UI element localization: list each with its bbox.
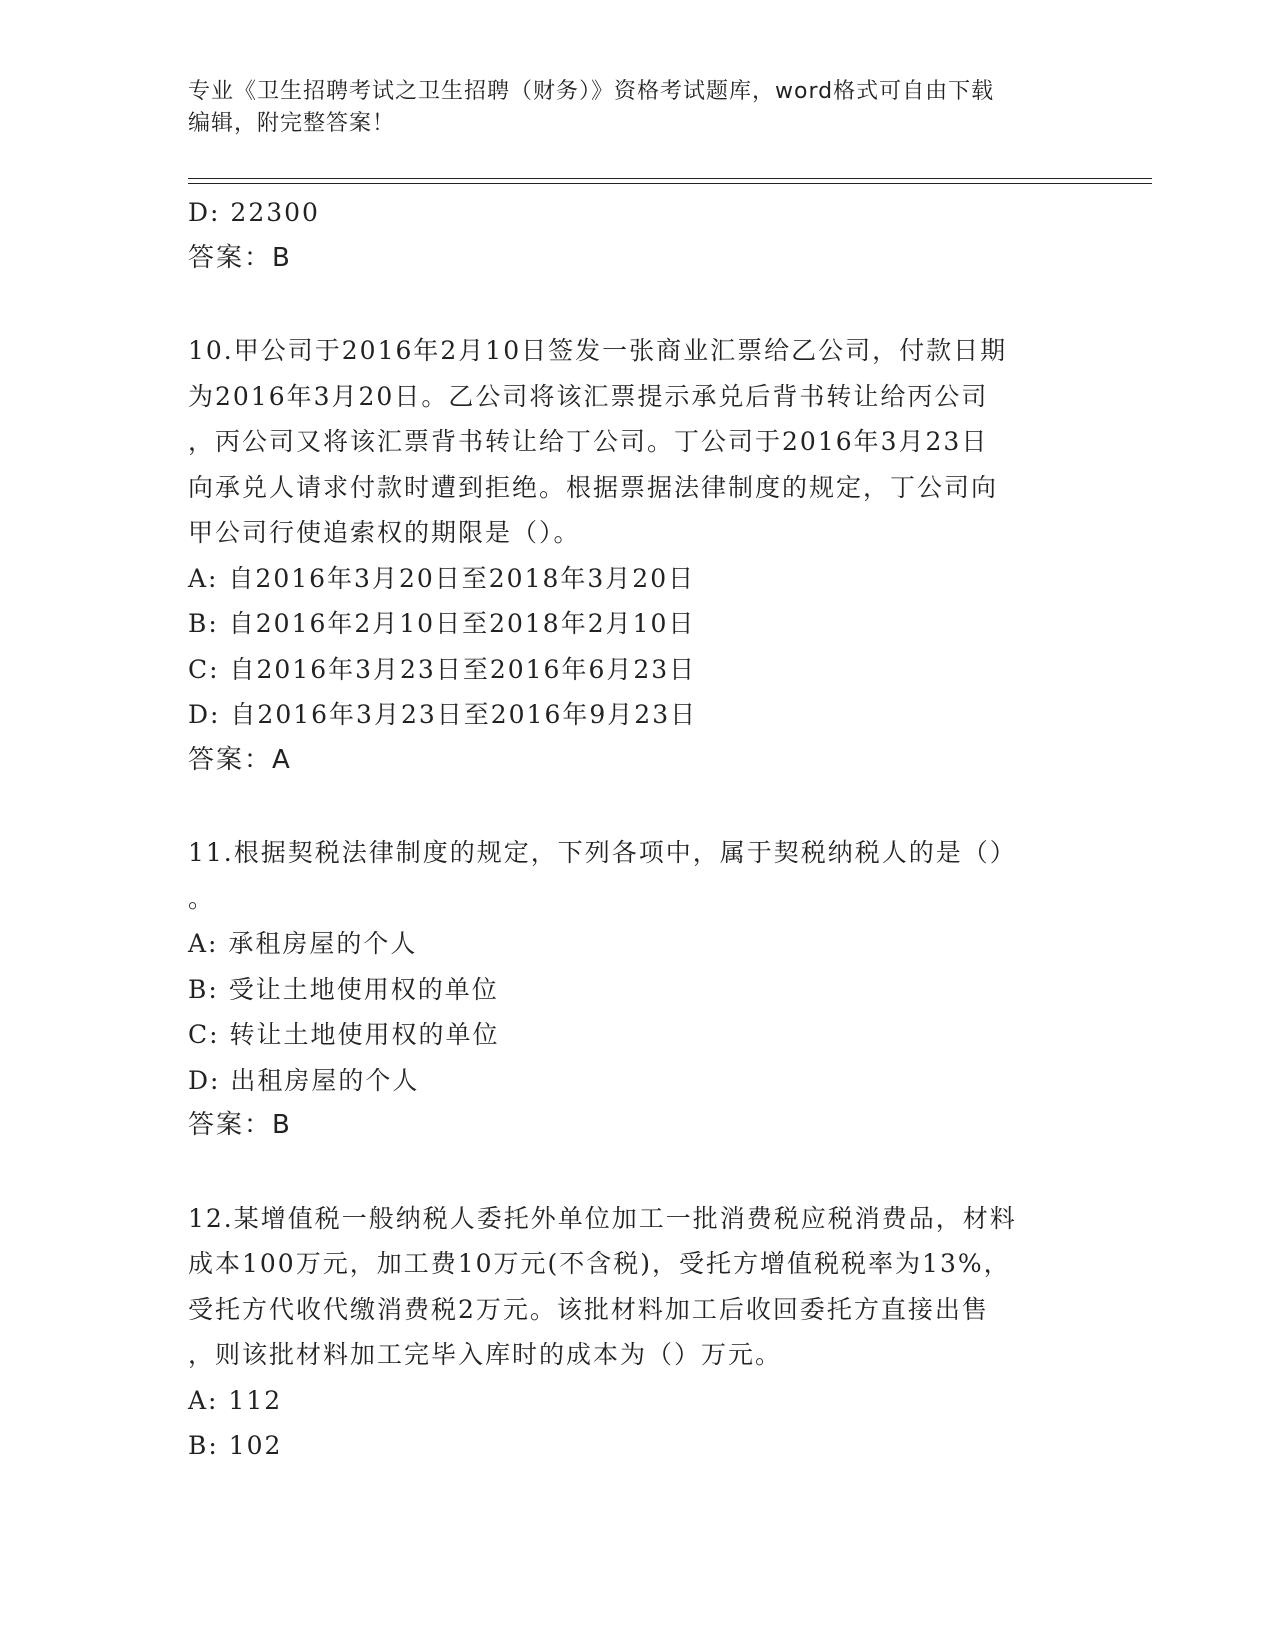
spacer bbox=[188, 783, 1088, 830]
q10-option-b: B: 自2016年2月10日至2018年2月10日 bbox=[188, 609, 696, 638]
q11-stem-line: 。 bbox=[188, 883, 216, 913]
q10-stem-line: 10.甲公司于2016年2月10日签发一张商业汇票给乙公司，付款日期 bbox=[188, 336, 1008, 365]
q11-answer: 答案：B bbox=[188, 1110, 292, 1140]
q11-option-b: B: 受让土地使用权的单位 bbox=[188, 974, 499, 1004]
q10-option-a: A: 自2016年3月20日至2018年3月20日 bbox=[188, 563, 696, 593]
question-11 bbox=[188, 830, 1088, 1149]
spacer bbox=[188, 281, 1088, 328]
prev-option-d: D: 22300 bbox=[188, 198, 320, 227]
q11-stem-line: 11.根据契税法律制度的规定，下列各项中，属于契税纳税人的是（） bbox=[188, 838, 1017, 867]
q12-stem-line: ，则该批材料加工完毕入库时的成本为（）万元。 bbox=[188, 1340, 783, 1369]
q10-answer: 答案：A bbox=[188, 744, 292, 775]
q10-option-d: D: 自2016年3月23日至2016年9月23日 bbox=[188, 700, 698, 729]
document-header bbox=[188, 76, 1088, 140]
header-rule-top bbox=[188, 178, 1152, 179]
spacer bbox=[188, 1149, 1088, 1196]
q12-stem-line: 12.某增值税一般纳税人委托外单位加工一批消费税应税消费品，材料 bbox=[188, 1203, 1017, 1233]
q12-option-a: A: 112 bbox=[188, 1385, 283, 1415]
q10-stem-line: 甲公司行使追索权的期限是（）。 bbox=[188, 518, 581, 547]
q10-stem-line: 向承兑人请求付款时遭到拒绝。根据票据法律制度的规定，丁公司向 bbox=[188, 472, 999, 502]
prev-answer: 答案：B bbox=[188, 242, 292, 273]
question-12 bbox=[188, 1196, 1088, 1469]
q10-option-c: C: 自2016年3月23日至2016年6月23日 bbox=[188, 654, 697, 684]
header-line-2: 编辑，附完整答案！ bbox=[188, 111, 396, 136]
header-line-1: 专业《卫生招聘考试之卫生招聘（财务）》资格考试题库，word格式可自由下载 bbox=[188, 79, 995, 104]
q12-option-b: B: 102 bbox=[188, 1431, 283, 1460]
q12-stem-line: 受托方代收代缴消费税2万元。该批材料加工后收回委托方直接出售 bbox=[188, 1294, 989, 1324]
question-10 bbox=[188, 328, 1088, 783]
q10-stem-line: 为2016年3月20日。乙公司将该汇票提示承兑后背书转让给丙公司 bbox=[188, 381, 989, 411]
q10-stem-line: ，丙公司又将该汇票背书转让给丁公司。丁公司于2016年3月23日 bbox=[188, 427, 989, 456]
header-rule-bottom bbox=[188, 183, 1152, 184]
question-content bbox=[188, 190, 1088, 1469]
q11-option-c: C: 转让土地使用权的单位 bbox=[188, 1020, 500, 1049]
q11-option-d: D: 出租房屋的个人 bbox=[188, 1065, 420, 1095]
q12-stem-line: 成本100万元，加工费10万元(不含税)，受托方增值税税率为13%， bbox=[188, 1249, 1011, 1278]
q11-option-a: A: 承租房屋的个人 bbox=[188, 929, 418, 958]
